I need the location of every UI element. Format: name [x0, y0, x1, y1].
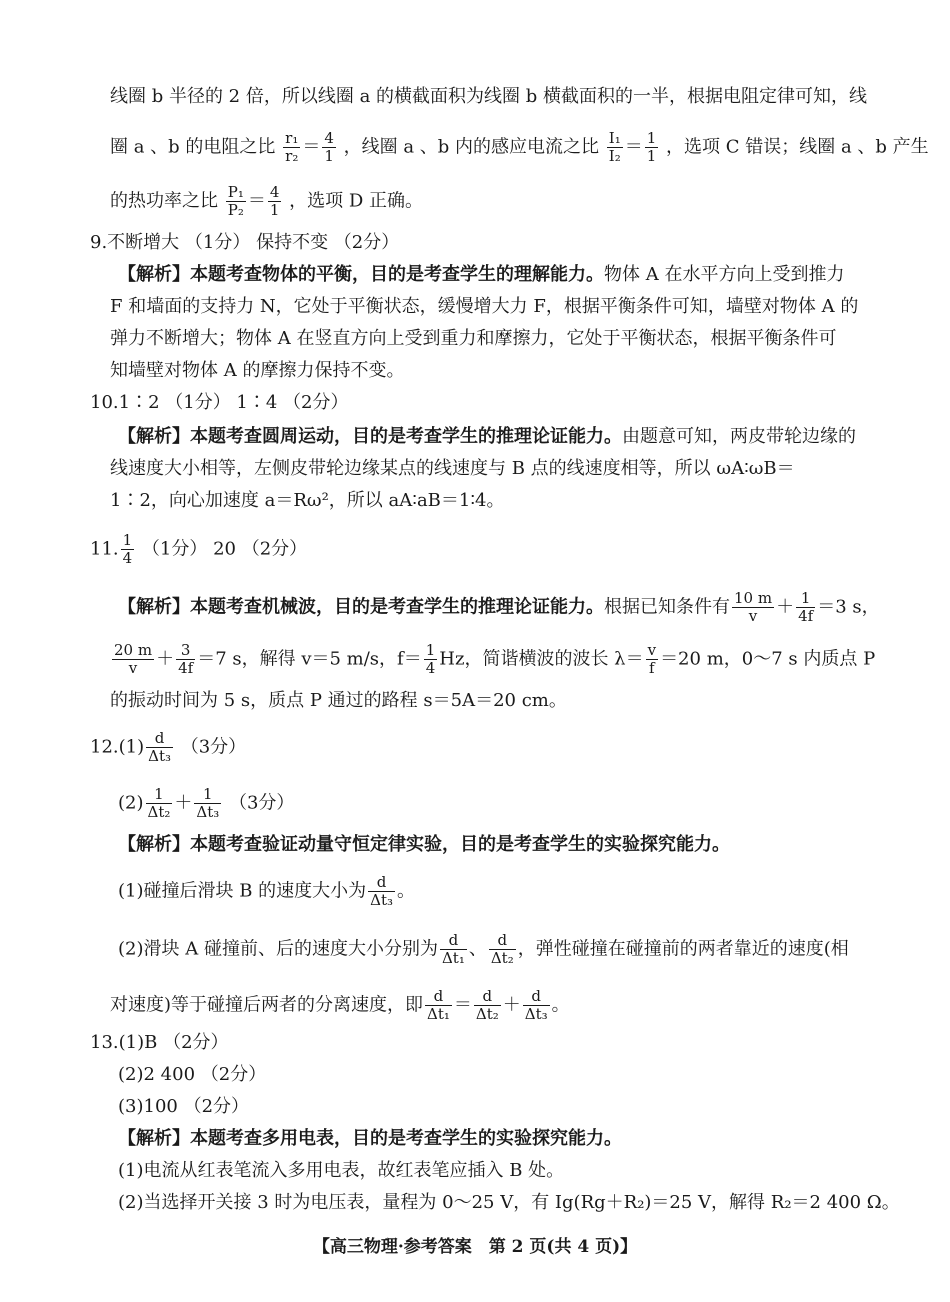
- q12-explain-3: 对速度)等于碰撞后两者的分离速度，即 $\frac{d}{\text{Δt₁}}$ ＝ $\frac{d}{\text{Δt₂}}$ ＋ $\frac{d}{\text{Δt₃}}$ 。: [110, 987, 570, 1023]
- current-ratio-value: $\frac{1}{1}$: [646, 129, 657, 165]
- q8-line-1: 线圈 b 半径的 2 倍，所以线圈 a 的横截面积为线圈 b 横截面积的一半，根据电阻定律可知，线: [110, 86, 867, 107]
- q13-answer-2: (2)2 400 （2分）: [118, 1064, 267, 1085]
- resistance-ratio: $\frac{\text{r₁}}{\text{r₂}}$: [285, 129, 299, 165]
- q9-answer: 9.不断增大 （1分） 保持不变 （2分）: [90, 232, 400, 253]
- q11-analysis-line-2: $\frac{20 m}{v}$ ＋ $\frac{3}{4f}$ ＝7 s，解得 v＝5 m/s，f＝ $\frac{1}{4}$ Hz，简谐横波的波长 λ＝ $\frac{v}{f}$ ＝20 m，0～7 s 内质点 P: [114, 641, 876, 677]
- current-ratio: $\frac{\text{I₁}}{\text{I₂}}$: [608, 129, 621, 165]
- q13-explain-2: (2)当选择开关接 3 时为电压表，量程为 0～25 V，有 Ig(Rg＋R₂)＝25 V，解得 R₂＝2 400 Ω。: [118, 1192, 900, 1213]
- q11-answer-fraction: $\frac{1}{4}$: [122, 531, 133, 567]
- q11-answer: 11. $\frac{1}{4}$ （1分） 20 （2分）: [90, 531, 308, 567]
- q9-analysis-line-1: 【解析】本题考查物体的平衡，目的是考查学生的理解能力。物体 A 在水平方向上受到推力: [118, 264, 845, 285]
- q9-analysis-line-4: 知墙壁对物体 A 的摩擦力保持不变。: [110, 360, 405, 381]
- q13-analysis-tag: 【解析】本题考查多用电表，目的是考查学生的实验探究能力。: [118, 1128, 622, 1149]
- q10-answer: 10.1∶2 （1分） 1∶4 （2分）: [90, 392, 349, 413]
- q10-analysis-line-1: 【解析】本题考查圆周运动，目的是考查学生的推理论证能力。由题意可知，两皮带轮边缘的: [118, 426, 856, 447]
- q12-analysis-tag: 【解析】本题考查验证动量守恒定律实验，目的是考查学生的实验探究能力。: [118, 834, 730, 855]
- q13-answer-1: 13.(1)B （2分）: [90, 1032, 229, 1053]
- q11-analysis-line-1: 【解析】本题考查机械波，目的是考查学生的推理论证能力。根据已知条件有 $\frac{10 m}{v}$ ＋ $\frac{1}{4f}$ ＝3 s，: [118, 589, 880, 625]
- q12-answer-2: (2) $\frac{1}{\text{Δt₂}}$ ＋ $\frac{1}{\text{Δt₃}}$ （3分）: [118, 785, 295, 821]
- power-ratio: $\frac{\text{P₁}}{\text{P₂}}$: [227, 183, 244, 219]
- q13-explain-1: (1)电流从红表笔流入多用电表，故红表笔应插入 B 处。: [118, 1160, 565, 1181]
- q10-analysis-line-2: 线速度大小相等，左侧皮带轮边缘某点的线速度与 B 点的线速度相等，所以 ωA∶ωB＝: [110, 458, 795, 479]
- q11-analysis-line-3: 的振动时间为 5 s，质点 P 通过的路程 s＝5A＝20 cm。: [110, 690, 567, 711]
- q8-line-3: 的热功率之比 $\frac{\text{P₁}}{\text{P₂}}$ ＝ $\frac{4}{1}$ ，选项 D 正确。: [110, 183, 423, 219]
- q10-analysis-line-3: 1∶2，向心加速度 a＝Rω²，所以 aA∶aB＝1∶4。: [110, 490, 505, 511]
- q12-answer-1: 12.(1) $\frac{d}{\text{Δt₃}}$ （3分）: [90, 729, 247, 765]
- q9-analysis-line-2: F 和墙面的支持力 N，它处于平衡状态，缓慢增大力 F，根据平衡条件可知，墙壁对物体 A 的: [110, 296, 859, 317]
- q13-answer-3: (3)100 （2分）: [118, 1096, 250, 1117]
- q9-analysis-line-3: 弹力不断增大；物体 A 在竖直方向上受到重力和摩擦力，它处于平衡状态，根据平衡条件可: [110, 328, 837, 349]
- resistance-ratio-value: $\frac{4}{1}$: [324, 129, 334, 165]
- q12-explain-2: (2)滑块 A 碰撞前、后的速度大小分别为 $\frac{d}{\text{Δt₁}}$ 、 $\frac{d}{\text{Δt₂}}$ ，弹性碰撞在碰撞前的两者靠近的速度(相: [118, 931, 849, 967]
- page-footer: 【高三物理·参考答案 第 2 页(共 4 页)】: [312, 1237, 638, 1257]
- q8-line-2: 圈 a 、b 的电阻之比 $\frac{\text{r₁}}{\text{r₂}}$ ＝ $\frac{4}{1}$ ，线圈 a 、b 内的感应电流之比 $\frac{\text{I₁}}{\text{I₂}}$ ＝ $\frac{1}{1}$ ，选项 C 错误；线圈 a 、b 产生: [110, 129, 929, 165]
- power-ratio-value: $\frac{4}{1}$: [269, 183, 280, 219]
- q12-explain-1: (1)碰撞后滑块 B 的速度大小为 $\frac{d}{\text{Δt₃}}$ 。: [118, 873, 416, 909]
